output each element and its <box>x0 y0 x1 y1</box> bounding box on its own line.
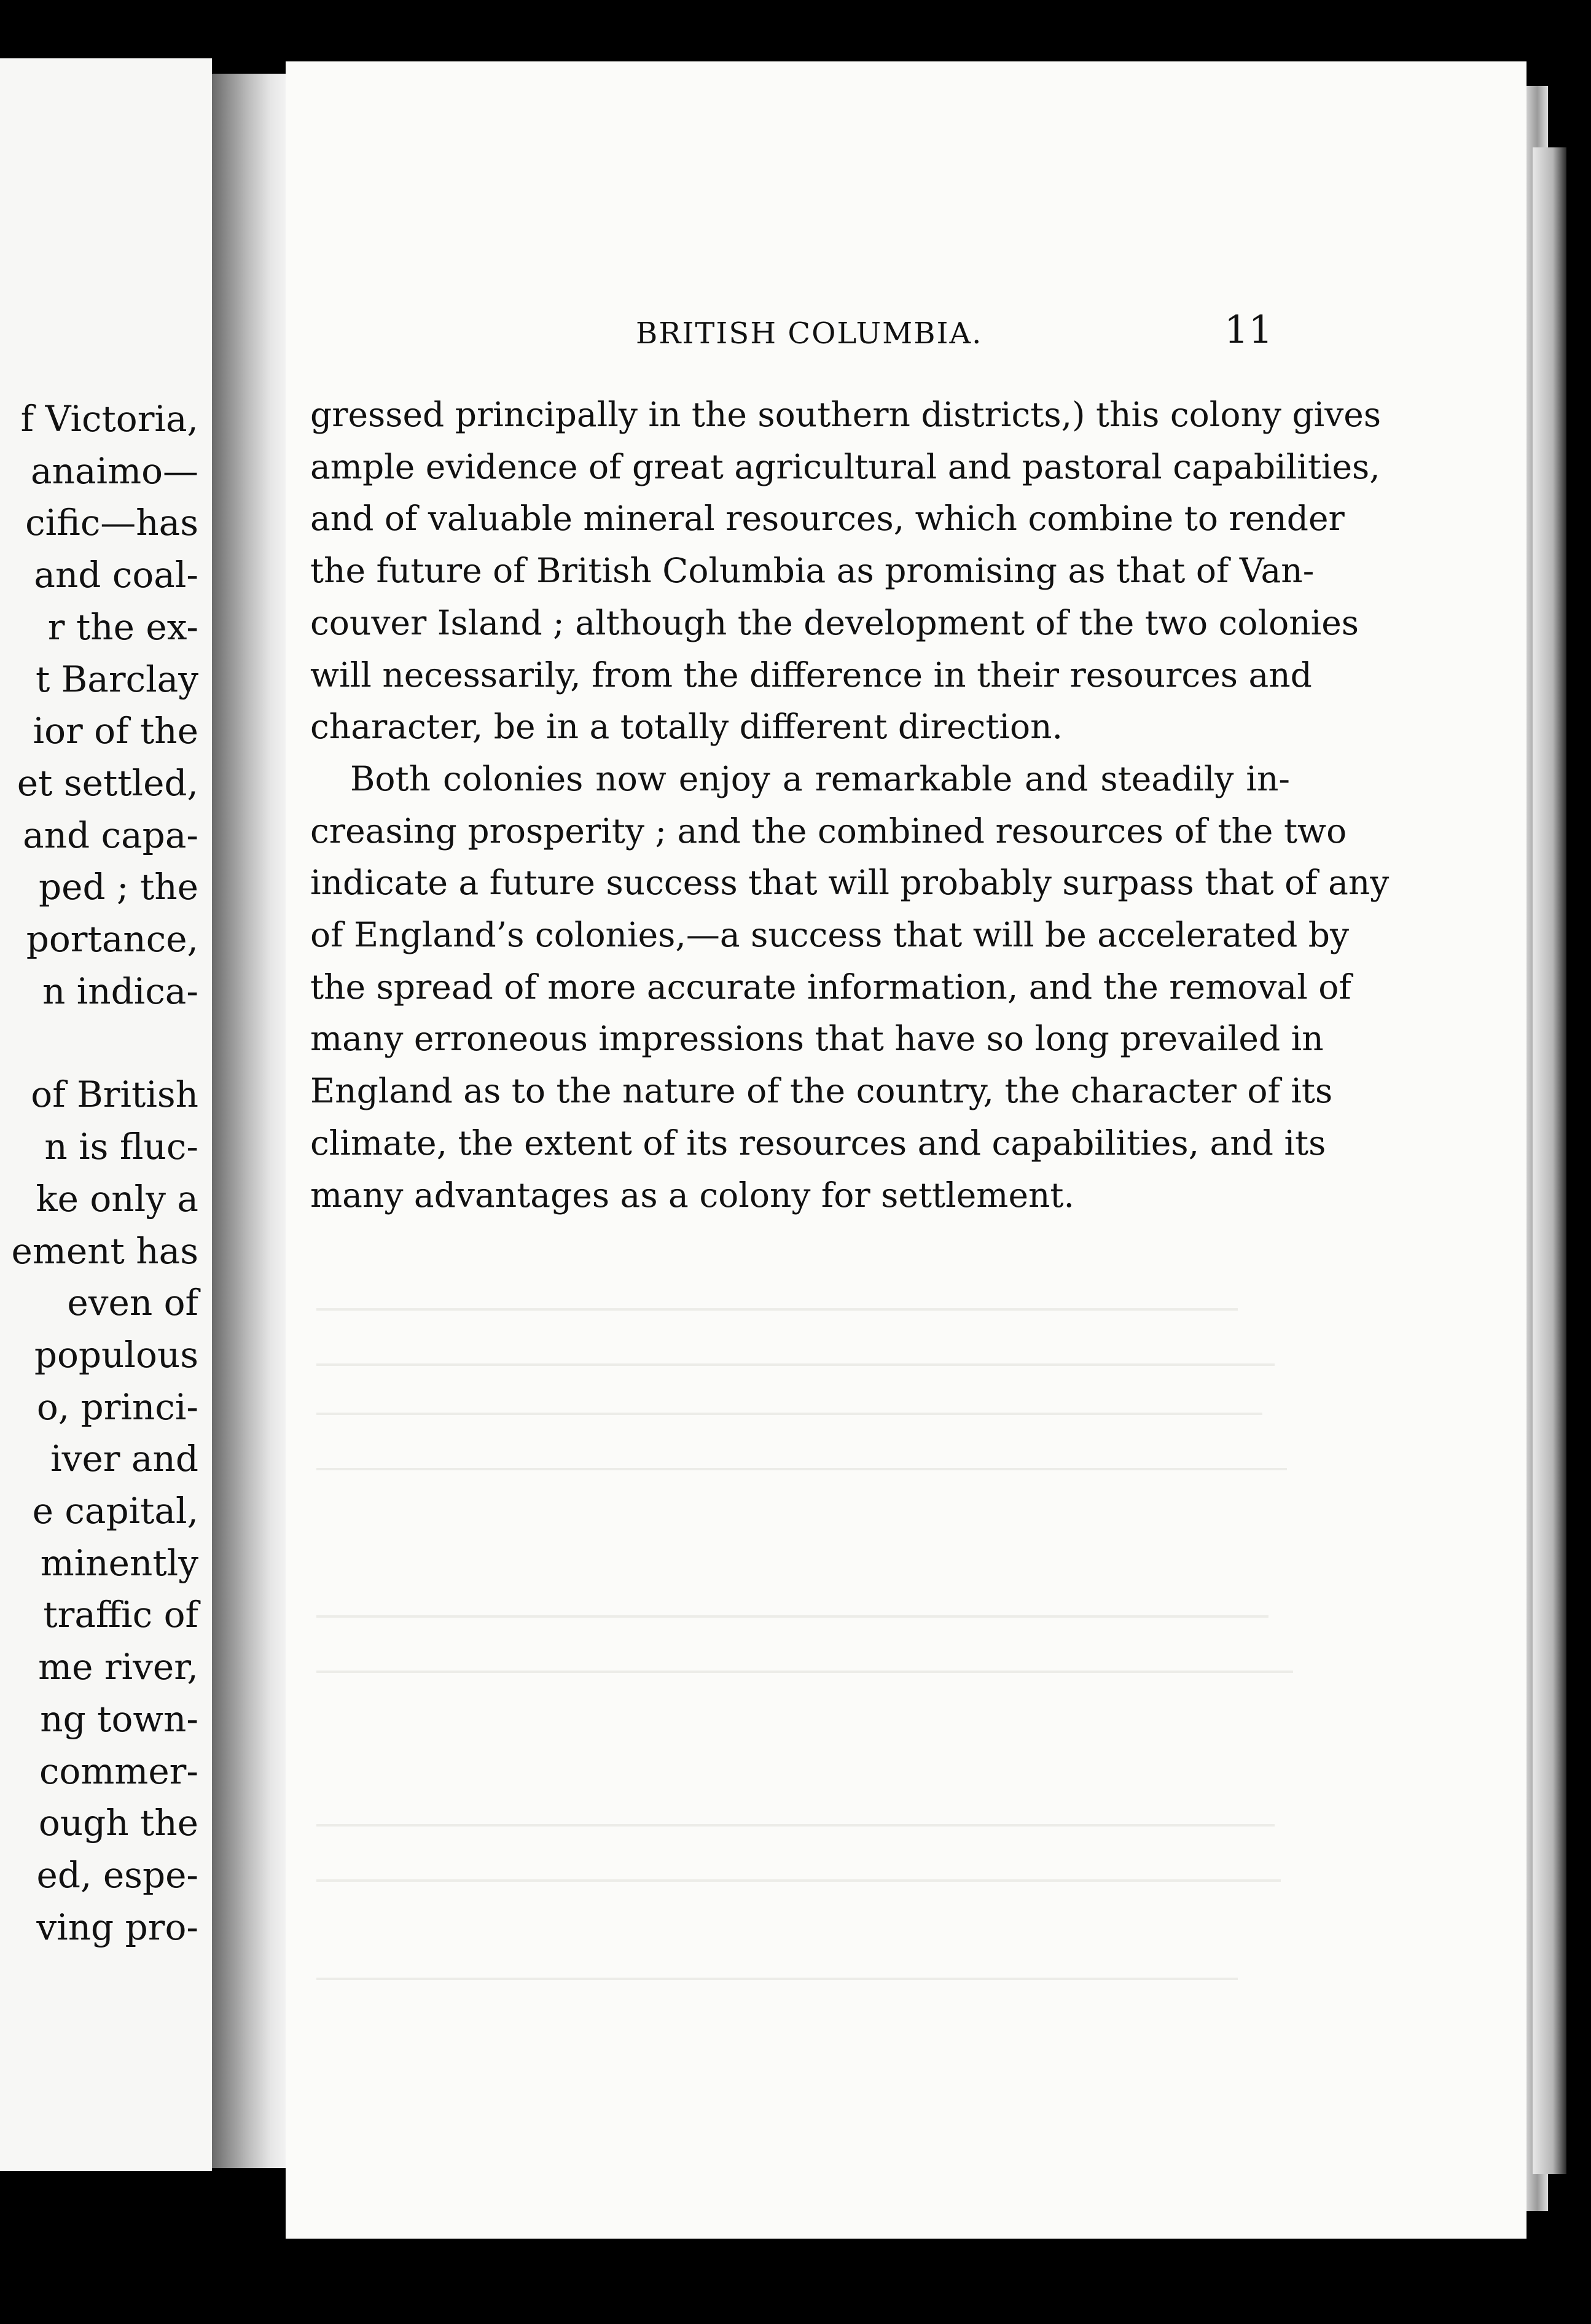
show-through-line <box>316 1413 1262 1415</box>
left-facing-page <box>0 58 212 2171</box>
running-head: BRITISH COLUMBIA. <box>636 316 983 351</box>
left-line: and capa- <box>23 814 198 856</box>
paragraph-2-line: many erroneous impressions that have so long prevailed in <box>310 1019 1324 1059</box>
paragraph-2-line: climate, the extent of its resources and capabilities, and its <box>310 1123 1326 1163</box>
paragraph-2-line: Both colonies now enjoy a remarkable and steadily in- <box>350 758 1290 798</box>
left-line: and coal- <box>34 554 198 596</box>
show-through-line <box>316 1615 1268 1618</box>
left-line: cific—has <box>25 502 198 544</box>
paragraph-1-line: and of valuable mineral resources, which combine to render <box>310 499 1345 539</box>
left-line: iver and <box>50 1438 198 1480</box>
left-line: ough the <box>38 1802 198 1844</box>
paragraph-2-line: the spread of more accurate information, and the removal of <box>310 967 1351 1007</box>
show-through-line <box>316 1879 1281 1882</box>
show-through-line <box>316 1468 1287 1470</box>
paragraph-2-line: creasing prosperity ; and the combined resources of the two <box>310 811 1347 851</box>
show-through-line <box>316 1363 1275 1366</box>
left-page-text <box>12 393 198 1953</box>
page-stack-edge <box>1533 147 1566 2174</box>
left-line: ke only a <box>36 1177 198 1220</box>
left-line: populous <box>34 1333 198 1376</box>
show-through-line <box>316 1978 1238 1980</box>
left-line: o, princi- <box>36 1386 198 1428</box>
left-line: commer- <box>39 1750 198 1792</box>
show-through-line <box>316 1824 1275 1827</box>
left-line-gap <box>12 1017 198 1069</box>
show-through-line <box>316 1308 1238 1311</box>
left-line: t Barclay <box>35 658 198 700</box>
left-line: of British <box>31 1074 198 1116</box>
paragraph-2-line: of England’s colonies,—a success that will be accelerated by <box>310 915 1350 955</box>
paragraph-2-line: many advantages as a colony for settlement. <box>310 1175 1074 1215</box>
left-line: r the ex- <box>47 606 198 648</box>
paragraph-1-line: ample evidence of great agricultural and pastoral capabilities, <box>310 446 1380 486</box>
paragraph-1-line: couver Island ; although the development of the two colonies <box>310 602 1359 642</box>
left-line: minently <box>40 1542 198 1584</box>
left-line: portance, <box>26 918 198 961</box>
left-line: n indica- <box>42 970 198 1012</box>
left-line: ed, espe- <box>36 1854 198 1896</box>
paragraph-1-line: gressed principally in the southern districts,) this colony gives <box>310 395 1382 434</box>
left-line: ving pro- <box>36 1906 198 1948</box>
left-line: traffic of <box>43 1594 198 1636</box>
paragraph-2-line: indicate a future success that will probably surpass that of any <box>310 863 1390 903</box>
left-line: ped ; the <box>39 866 198 908</box>
paragraph-2-line: England as to the nature of the country, the character of its <box>310 1071 1333 1111</box>
main-page <box>286 61 1526 2239</box>
left-line: me river, <box>38 1646 198 1688</box>
body-text <box>310 389 1390 1221</box>
show-through-line <box>316 1671 1293 1673</box>
paragraph-1-line: will necessarily, from the difference in their resources and <box>310 655 1312 695</box>
left-line: even of <box>67 1282 198 1324</box>
left-line: ior of the <box>33 710 198 752</box>
left-line: f Victoria, <box>20 398 198 440</box>
left-line: ement has <box>11 1230 198 1272</box>
paragraph-1-line: character, be in a totally different direction. <box>310 707 1063 747</box>
left-line: et settled, <box>17 762 198 804</box>
left-line: n is fluc- <box>44 1126 198 1168</box>
paragraph-1-line: the future of British Columbia as promising as that of Van- <box>310 551 1315 591</box>
page-number: 11 <box>1224 307 1273 352</box>
left-line: ng town- <box>40 1698 198 1740</box>
left-line: anaimo— <box>31 450 198 492</box>
left-line: e capital, <box>32 1490 198 1532</box>
book-gutter-shadow <box>212 74 286 2168</box>
